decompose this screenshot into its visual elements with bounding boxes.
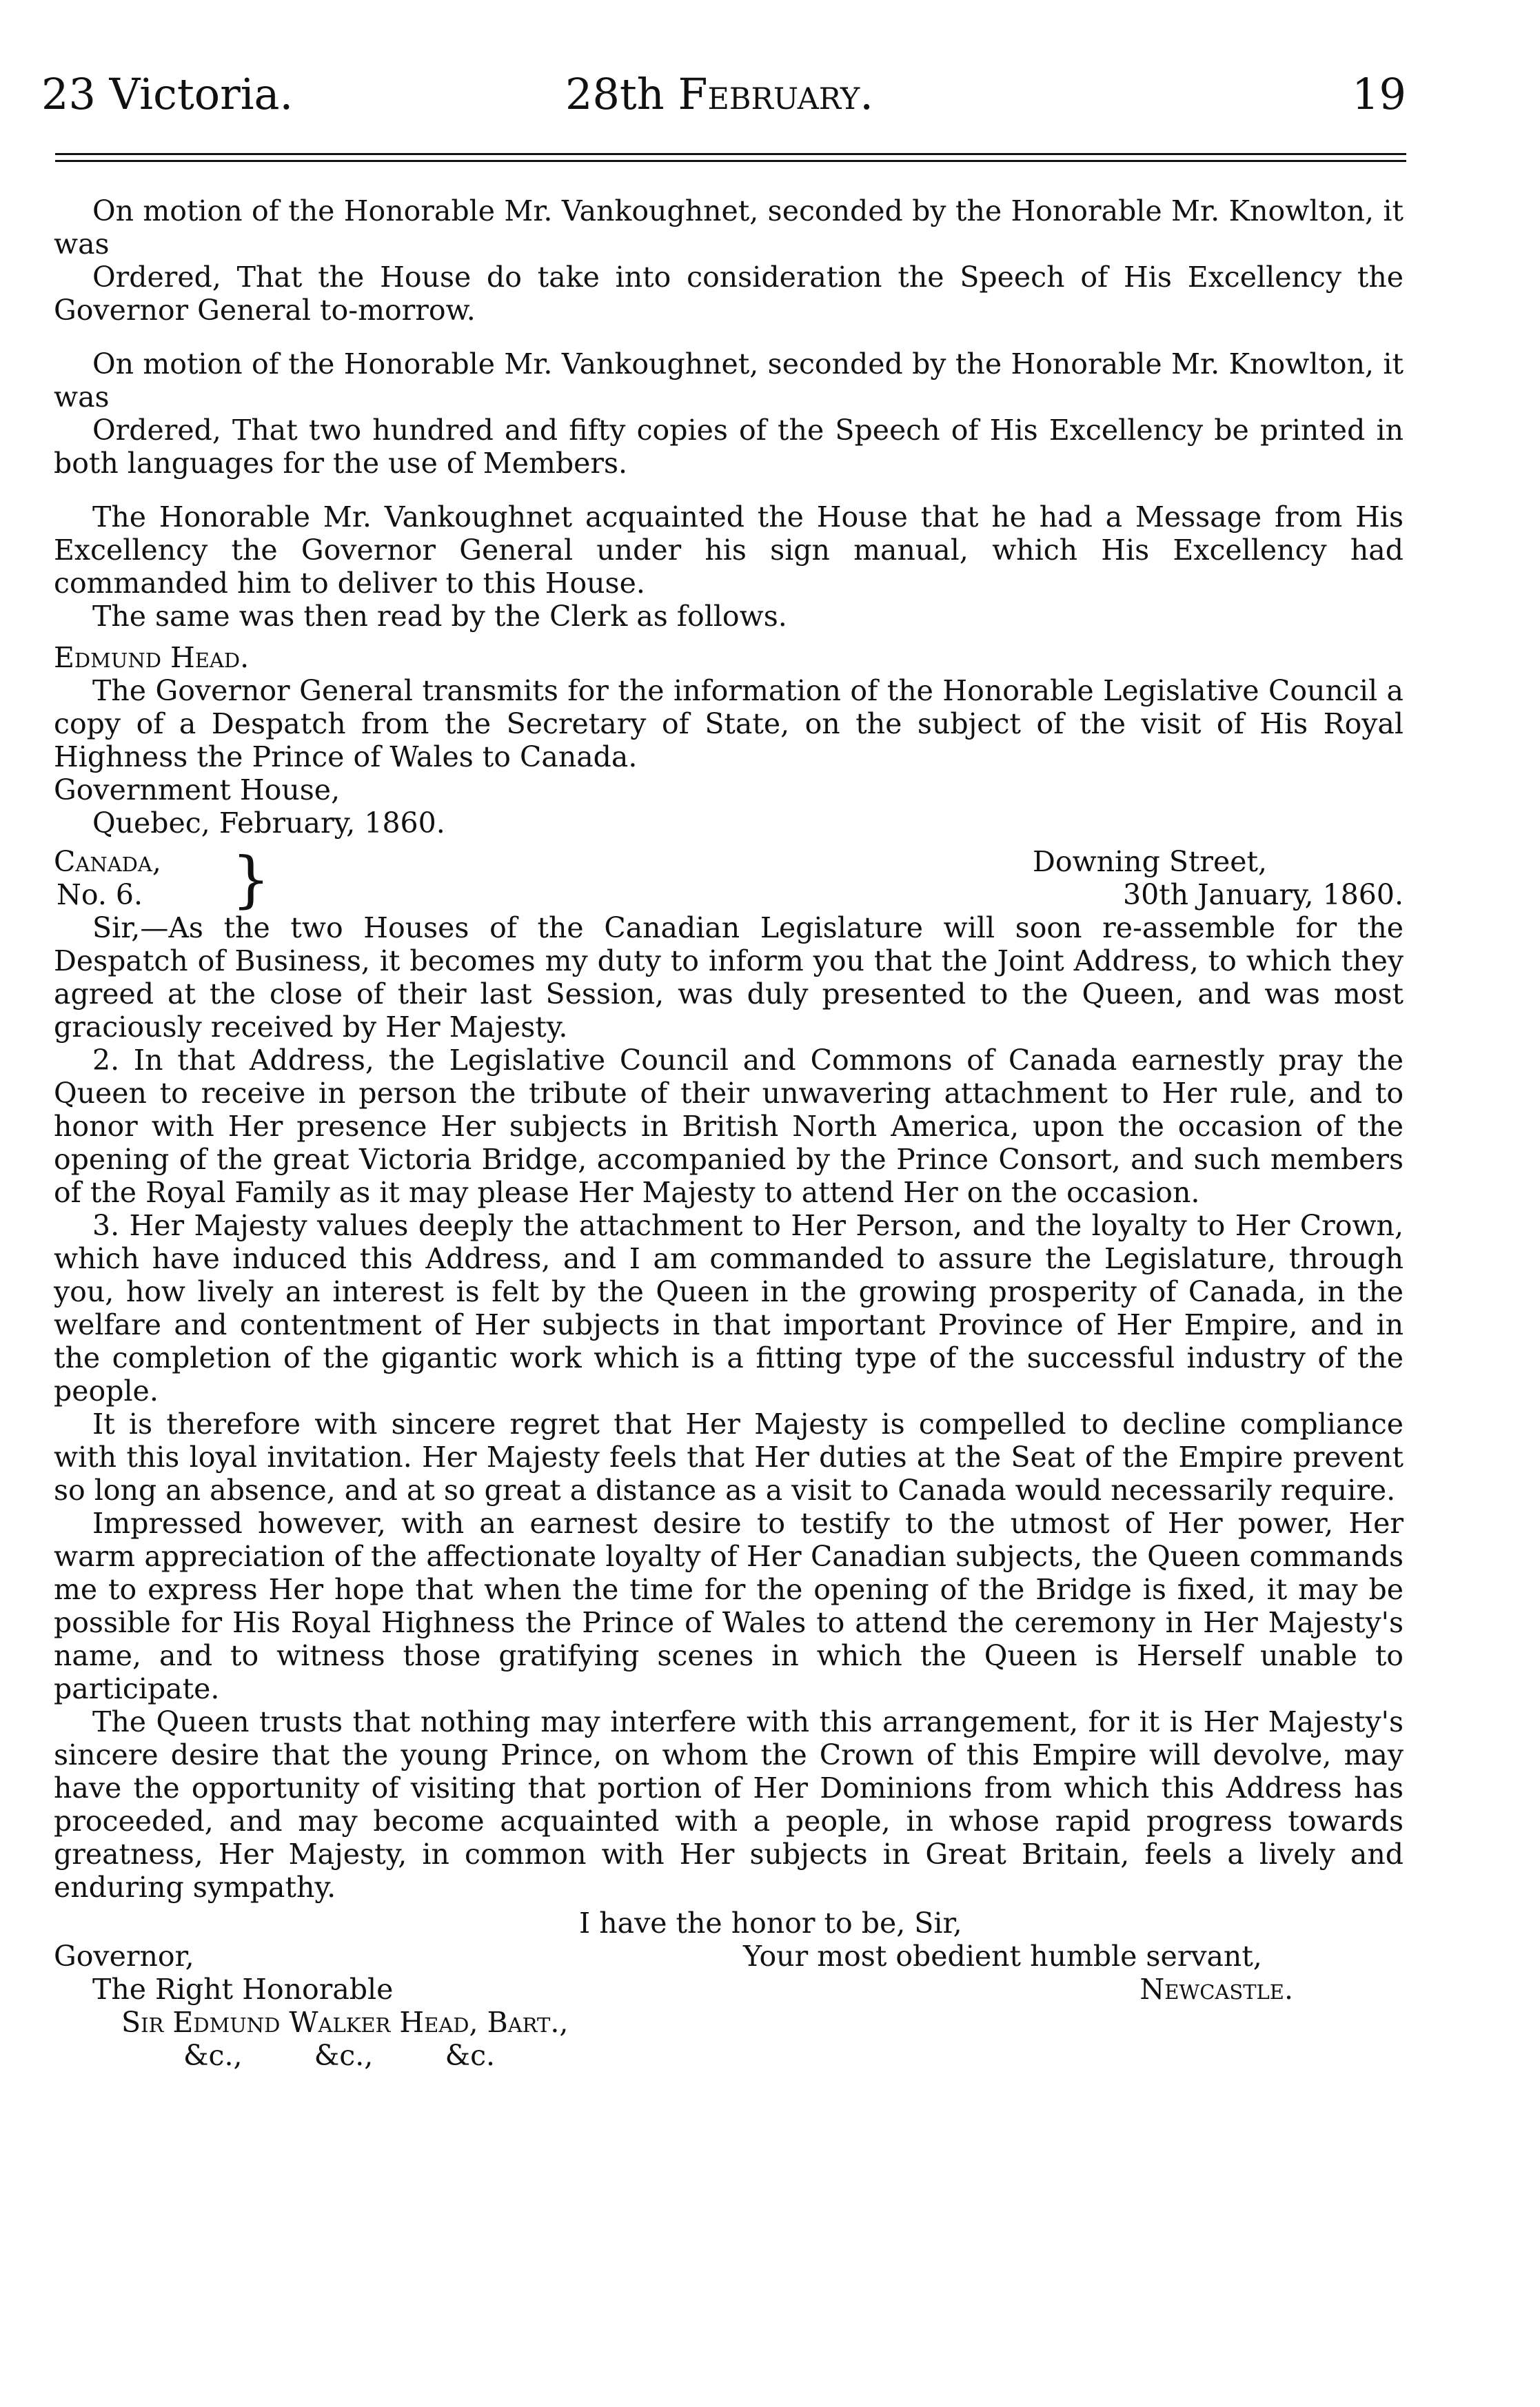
order-paragraph-2: Ordered, That two hundred and fifty copies of the Speech of His Excellency be printed in both languages for the use of Members. xyxy=(54,414,1404,480)
government-house: Government House, xyxy=(54,773,341,806)
transmittal-paragraph: The Governor General transmits for the information of the Honorable Legislative Council a copy of a Despatch from the Secretary of State, on the subject of the visit of His Royal Highness the Prince of Wales to Canada. xyxy=(54,674,1404,773)
signer-name: Newcastle. xyxy=(1139,1973,1293,2006)
header-date xyxy=(565,69,873,119)
despatch-paragraph-4: It is therefore with sincere regret that Her Majesty is compelled to decline compliance with this loyal invitation. Her Majesty feels that Her duties at the Seat of the Empire prevent so long an absence, and at so great a distance as a visit to Canada would necessarily require. xyxy=(54,1408,1404,1507)
despatch-brace: } xyxy=(232,844,270,915)
quebec-date: Quebec, February, 1860. xyxy=(92,806,445,840)
page-number: 19 xyxy=(1352,69,1406,119)
closing-servant: Your most obedient humble servant, xyxy=(743,1940,1262,1973)
despatch-paragraph-6: The Queen trusts that nothing may interfere with this arrangement, for it is Her Majesty's sincere desire that the young Prince, on whom the Crown of this Empire will devolve, may have the opportunity of visiting that portion of Her Dominions from which this Address has proceeded, and may become acquainted with a people, in whose rapid progress towards greatness, Her Majesty, in common with Her subjects in Great Britain, feels a lively and enduring sympathy. xyxy=(54,1705,1404,1904)
running-header xyxy=(41,69,1406,138)
despatch-heading xyxy=(54,844,1404,915)
motion-paragraph-1: On motion of the Honorable Mr. Vankoughnet, seconded by the Honorable Mr. Knowlton, it was xyxy=(54,194,1404,261)
header-regnal-year: 23 Victoria. xyxy=(41,69,294,119)
despatch-paragraph-2: 2. In that Address, the Legislative Council and Commons of Canada earnestly pray the Queen to receive in person the tribute of their unwavering attachment to Her rule, and to honor with Her presence Her subjects in British North America, upon the occasion of the opening of the great Victoria Bridge, accompanied by the Prince Consort, and such members of the Royal Family as it may please Her Majesty to attend Her on the occasion. xyxy=(54,1044,1404,1209)
message-paragraph: The Honorable Mr. Vankoughnet acquainted the House that he had a Message from His Excellency the Governor General under his sign manual, which His Excellency had commanded him to deliver to this House. xyxy=(54,500,1404,600)
addressee-title: Governor, xyxy=(54,1940,194,1973)
despatch-paragraph-1: Sir,—As the two Houses of the Canadian Legislature will soon re-assemble for the Despatch of Business, it becomes my duty to inform you that the Joint Address, to which they agreed at the close of their last Session, was duly presented to the Queen, and was most graciously received by Her Majesty. xyxy=(54,911,1404,1044)
addressee-name: Sir Edmund Walker Head, Bart., xyxy=(121,2006,569,2039)
closing-block xyxy=(54,1907,1404,2072)
despatch-origin: Downing Street, xyxy=(1033,845,1268,878)
despatch-paragraph-3: 3. Her Majesty values deeply the attachment to Her Person, and the loyalty to Her Crown, which have induced this Address, and I am commanded to assure the Legislature, through you, how lively an interest is felt by the Queen in the growing prosperity of Canada, in the welfare and contentment of Her subjects in that important Province of Her Empire, and in the completion of the gigantic work which is a fitting type of the successful industry of the people. xyxy=(54,1209,1404,1408)
header-rule-bottom xyxy=(55,160,1406,162)
despatch-colony: Canada, xyxy=(54,845,161,878)
addressee-honorific: The Right Honorable xyxy=(92,1973,394,2006)
header-date-day: 28th xyxy=(565,69,678,119)
header-date-month: February. xyxy=(678,69,873,119)
body-text xyxy=(54,194,1404,2072)
etc-line: &c., &c., &c. xyxy=(183,2039,496,2072)
closing-salutation: I have the honor to be, Sir, xyxy=(579,1907,962,1940)
governor-signature: Edmund Head. xyxy=(54,641,250,674)
despatch-number: No. 6. xyxy=(57,878,143,911)
clerk-read-paragraph: The same was then read by the Clerk as follows. xyxy=(92,600,787,633)
motion-paragraph-2: On motion of the Honorable Mr. Vankoughnet, seconded by the Honorable Mr. Knowlton, it was xyxy=(54,347,1404,414)
despatch-paragraph-5: Impressed however, with an earnest desire to testify to the utmost of Her power, Her warm appreciation of the affectionate loyalty of Her Canadian subjects, the Queen commands me to express Her hope that when the time for the opening of the Bridge is fixed, it may be possible for His Royal Highness the Prince of Wales to attend the ceremony in Her Majesty's name, and to witness those gratifying scenes in which the Queen is Herself unable to participate. xyxy=(54,1507,1404,1705)
despatch-date: 30th January, 1860. xyxy=(1123,878,1404,911)
order-paragraph-1: Ordered, That the House do take into consideration the Speech of His Excellency the Governor General to-morrow. xyxy=(54,261,1404,327)
header-rule-top xyxy=(55,153,1406,155)
